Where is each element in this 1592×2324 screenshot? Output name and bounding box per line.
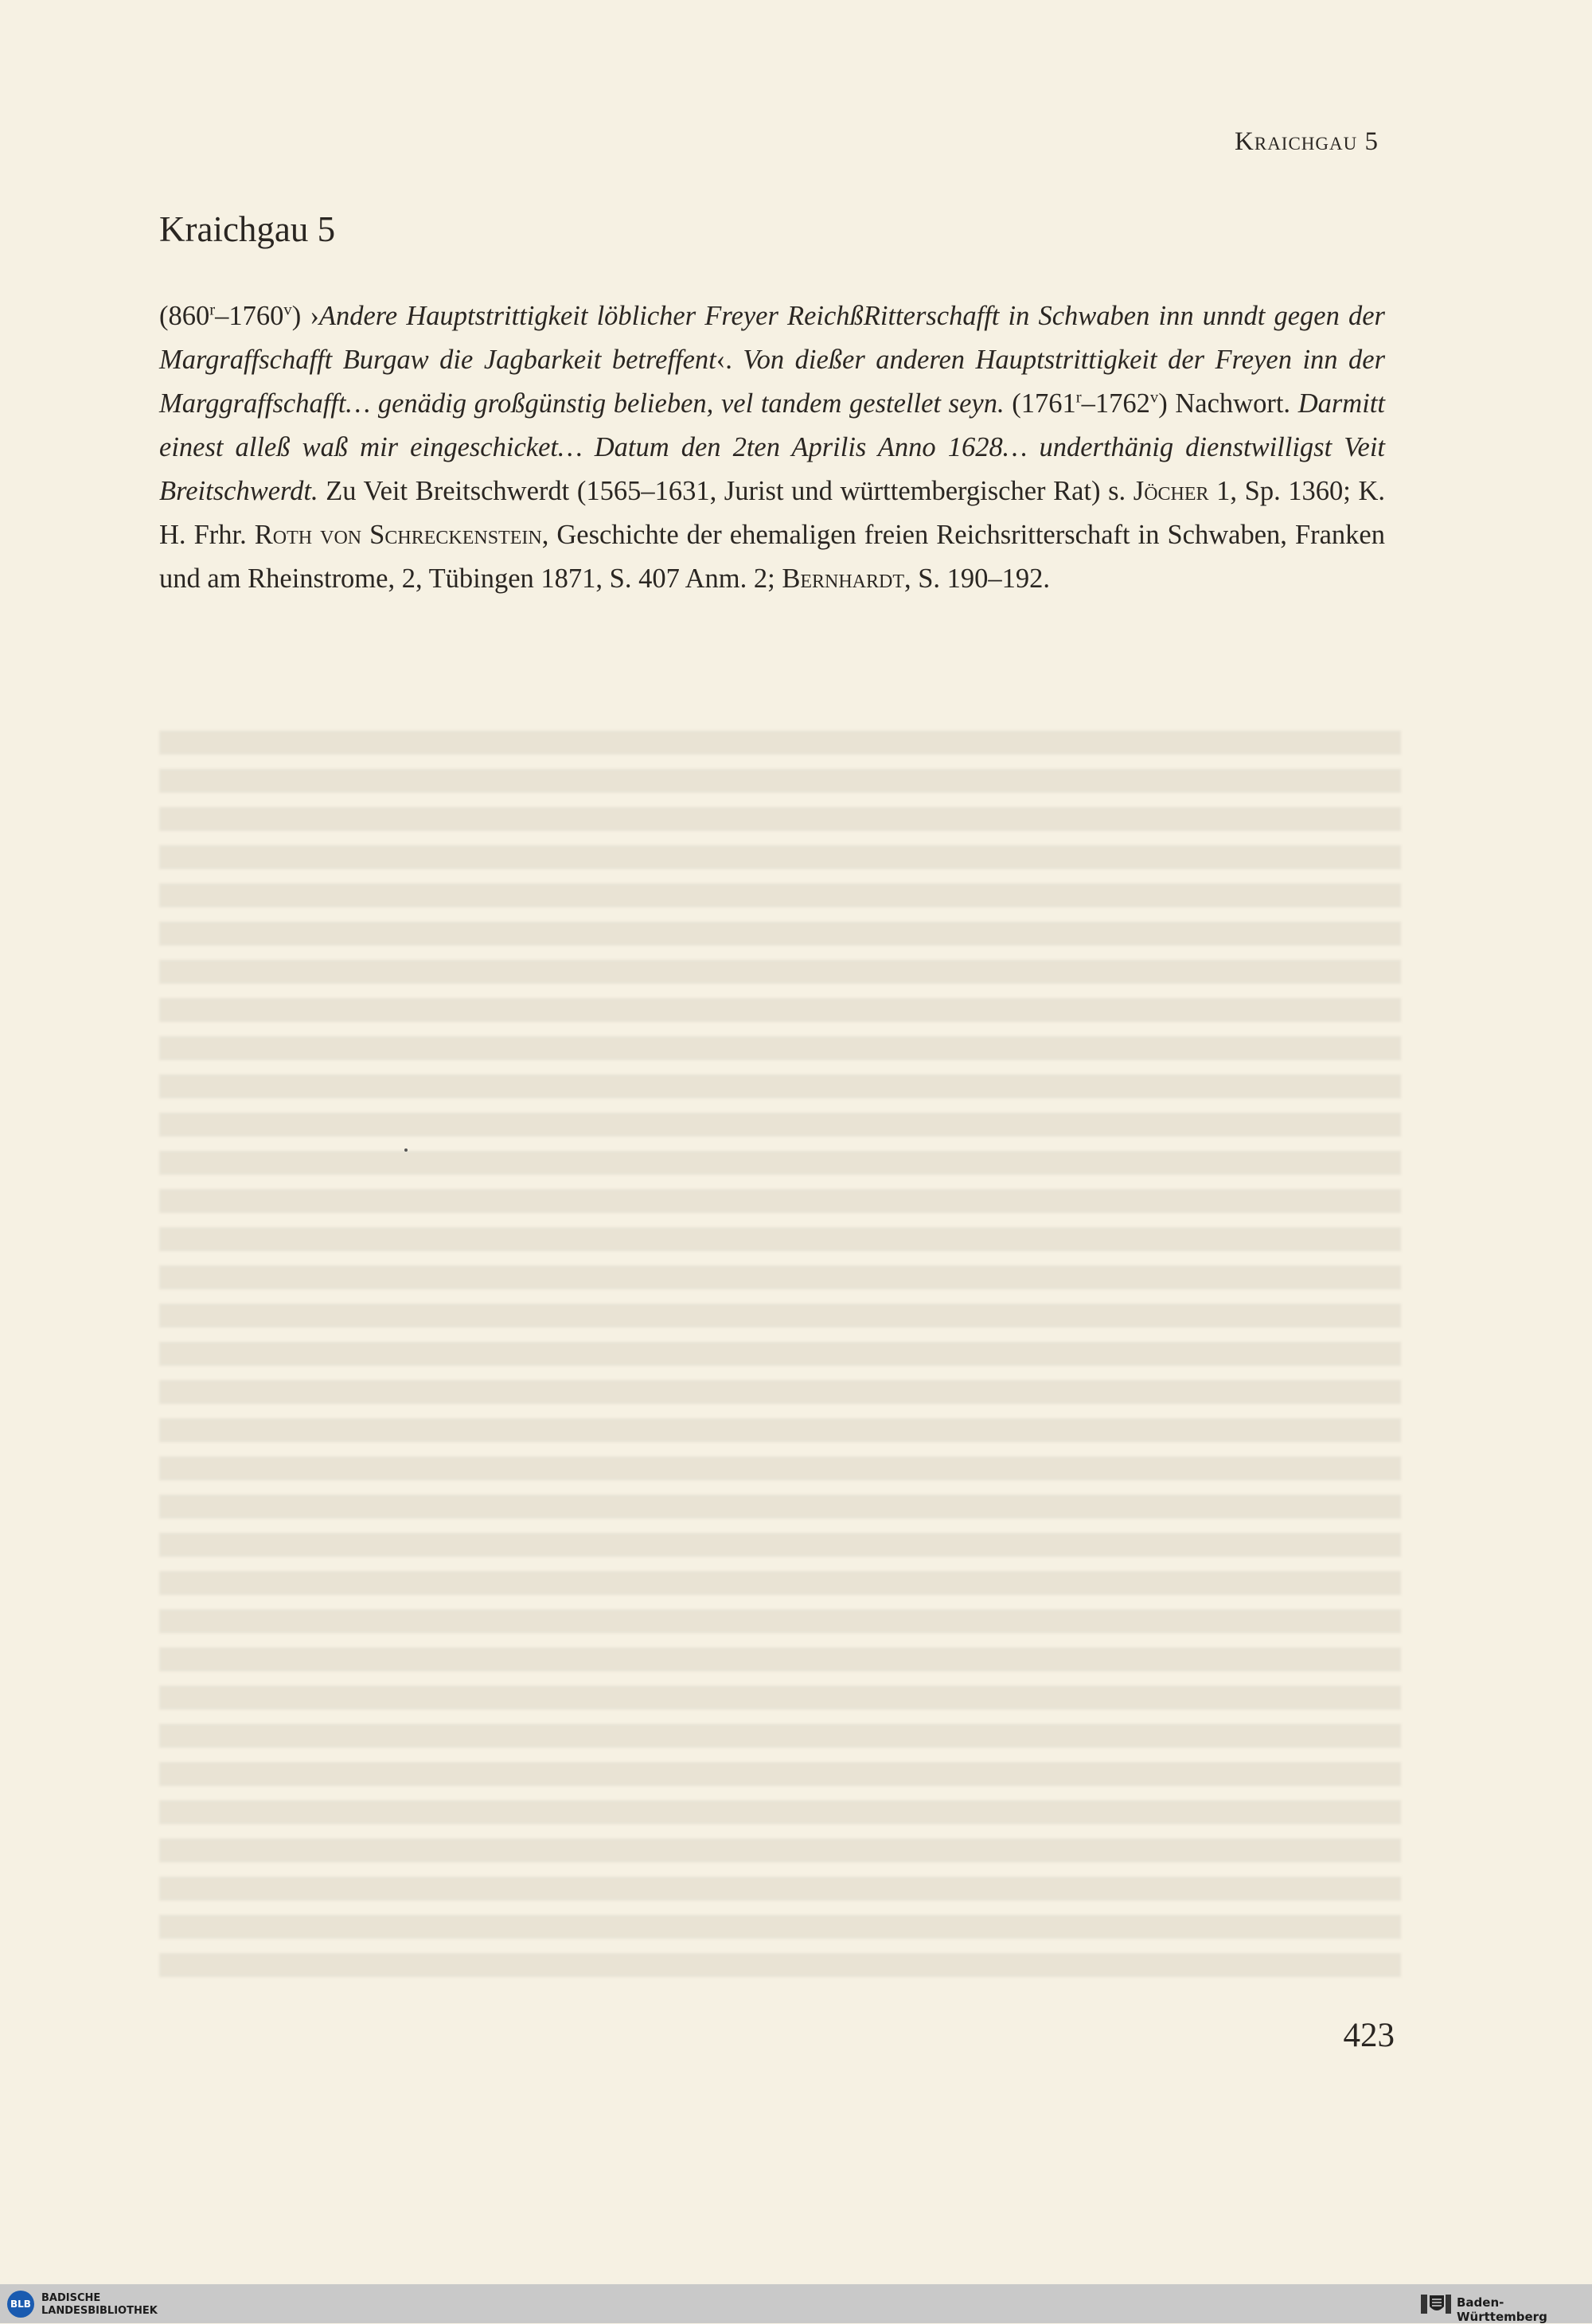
- folio-side: v: [1149, 388, 1159, 407]
- reference-detail: 1, Sp. 1360; K. H. Frhr.: [159, 476, 1386, 550]
- reference-author: Bernhardt: [782, 563, 904, 594]
- reference-detail: , S. 190–192.: [904, 563, 1051, 594]
- folio-side: r: [209, 301, 216, 319]
- work-title: Andere Hauptstrittigkeit löblicher Freyer ReichßRitterschafft in Schwaben inn unndt gegen der Margraffschafft Burgaw die Jagbarkeit betreffent: [159, 301, 1385, 375]
- reference-detail: , Geschichte der ehemaligen freien Reichsritterschaft in Schwaben, Franken und am Rheinstrome, 2, Tübingen 1871, S. 407 Anm. 2;: [159, 520, 1385, 594]
- nachwort-label: Nachwort.: [1175, 388, 1291, 419]
- folio-range-end: 1762: [1094, 388, 1150, 419]
- library-name-line: BADISCHE: [41, 2292, 101, 2304]
- reference-author: Roth von Schreckenstein: [254, 520, 542, 550]
- ink-speck: [404, 1148, 408, 1152]
- running-head: Kraichgau 5: [1235, 127, 1379, 156]
- folio-range-start: 1761: [1020, 388, 1076, 419]
- library-name-line: LANDESBIBLIOTHEK: [41, 2305, 158, 2317]
- coat-of-arms-icon: [1420, 2292, 1452, 2316]
- reference-author: Jöcher: [1133, 476, 1209, 506]
- incipit: Von dießer anderen Hauptstrittigkeit der Freyen inn der Marggraffschafft… genädig großgünstig belieben, vel tandem gestellet seyn.: [159, 345, 1386, 419]
- state-label: Baden-Württemberg: [1457, 2295, 1547, 2324]
- entry-title: Kraichgau 5: [159, 209, 336, 249]
- folio-side: v: [283, 301, 292, 319]
- folio-side: r: [1075, 388, 1082, 407]
- title-open-quote: ›: [310, 301, 319, 331]
- title-close-quote: ‹.: [716, 345, 732, 375]
- show-through-text: [159, 716, 1401, 1990]
- note-intro: Zu Veit Breitschwerdt (1565–1631, Jurist und württembergischer Rat) s.: [326, 476, 1126, 506]
- page-number: 423: [1343, 2017, 1395, 2054]
- library-logo-icon: BLB: [7, 2291, 34, 2318]
- folio-range-end: 1760: [228, 301, 284, 331]
- library-name: [41, 2292, 158, 2318]
- folio-range-start: 860: [168, 301, 210, 331]
- entry-description: (860$^r$–1760$^v$) ›Andere Hauptstrittigkeit löblicher Freyer ReichßRitterschafft in Schwaben inn unndt gegen der Margraffschafft Burgaw die Jagbarkeit betreffent‹. Von dießer anderen Hauptstrittigkeit der Freyen inn der Marggraffschafft… genädig großgünstig belieben, vel tandem gestellet seyn. (1761$^r$–1762$^v$) Nachwort. Darmitt einest alleß waß mir eingeschicket… Datum den 2ten Aprilis Anno 1628… underthänig dienstwilligst Veit Breitschwerdt. Zu Veit Breitschwerdt (1565–1631, Jurist und württembergischer Rat) s. Jöcher 1, Sp. 1360; K. H. Frhr. Roth von Schreckenstein, Geschichte der ehemaligen freien Reichsritterschaft in Schwaben, Franken und am Rheinstrome, 2, Tübingen 1871, S. 407 Anm. 2; Bernhardt, S. 190–192.: [159, 301, 1386, 594]
- nachwort-text: Darmitt einest alleß waß mir eingeschicket… Datum den 2ten Aprilis Anno 1628… underthänig dienstwilligst Veit Breitschwerdt.: [159, 388, 1385, 506]
- viewer-footer-bar: [0, 2284, 1592, 2323]
